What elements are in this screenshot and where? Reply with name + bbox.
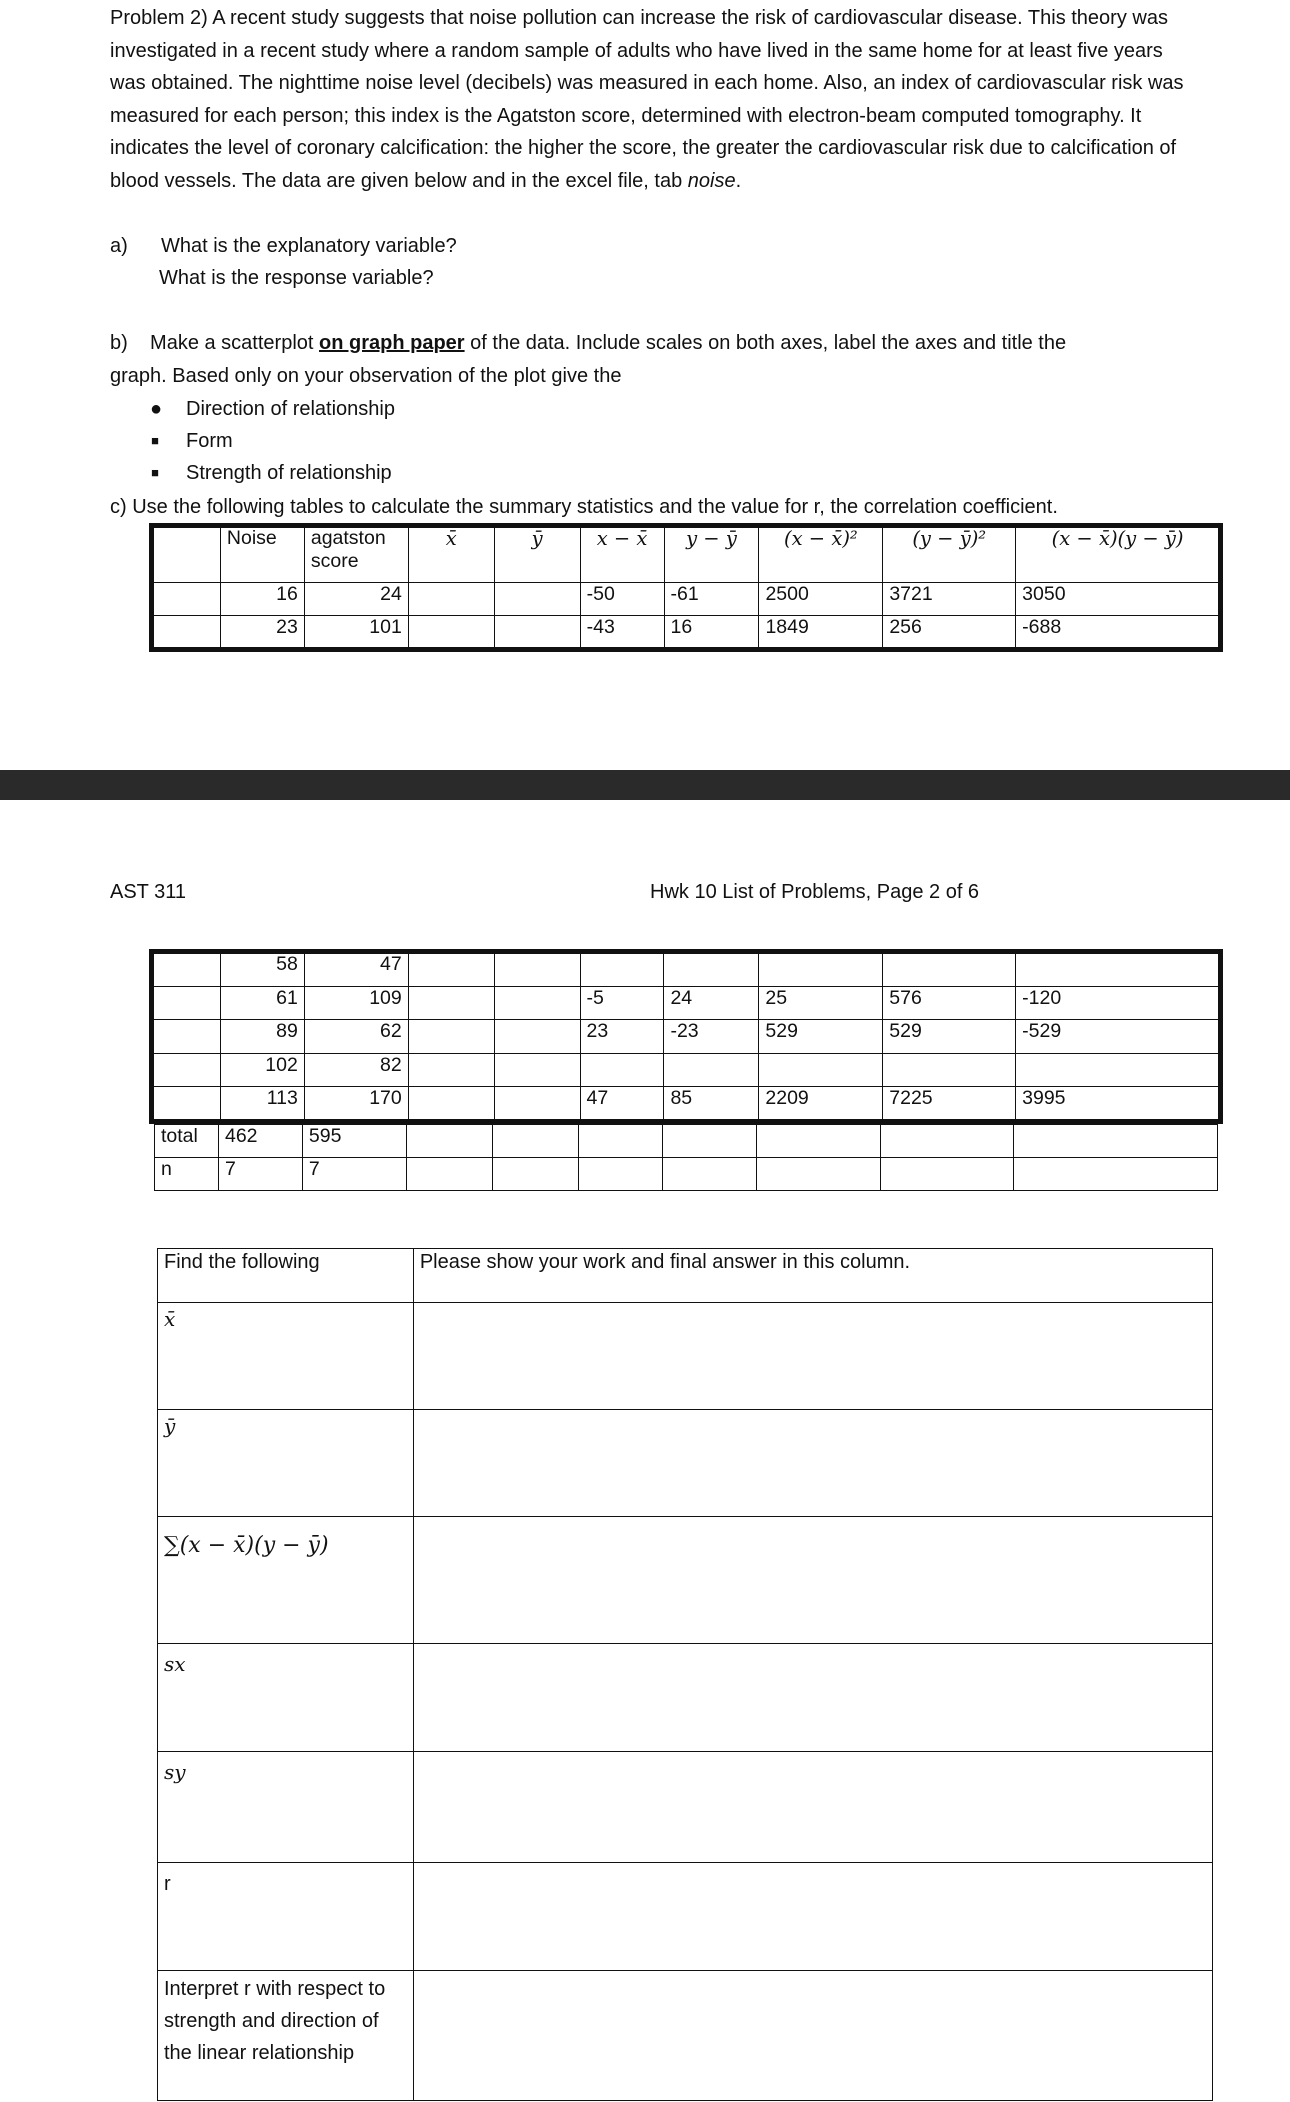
answer-area[interactable] (413, 1410, 1212, 1517)
table-cell (153, 986, 221, 1020)
answer-area[interactable] (413, 1971, 1212, 2101)
find-row-sy (158, 1752, 1213, 1863)
find-label-r: r (158, 1863, 414, 1971)
find-row-sum-cross (158, 1517, 1213, 1644)
table-cell: 170 (304, 1087, 408, 1121)
end-period: . (735, 169, 742, 192)
header-y-dev-squared: (y − ȳ)² (883, 527, 1016, 583)
find-row-ybar (158, 1410, 1213, 1517)
data-table-page1 (152, 526, 1220, 649)
table-cell (408, 1053, 494, 1087)
table-cell (580, 953, 664, 987)
table-cell: 3721 (883, 583, 1016, 616)
table-cell: 529 (883, 1020, 1016, 1054)
table-cell: -23 (664, 1020, 759, 1054)
table-cell: 2209 (759, 1087, 883, 1121)
table-cell (153, 1053, 221, 1087)
find-row-xbar (158, 1303, 1213, 1410)
header-xbar: x̄ (408, 527, 494, 583)
answer-area[interactable] (413, 1517, 1212, 1644)
table-cell: 529 (759, 1020, 883, 1054)
totals-table (154, 1124, 1218, 1191)
table-row (153, 583, 1220, 616)
table-row (153, 986, 1220, 1020)
table-cell: 85 (664, 1087, 759, 1121)
table-cell: 16 (220, 583, 304, 616)
total-label: total (155, 1125, 219, 1158)
table-cell: -43 (580, 616, 664, 649)
table-cell: -61 (664, 583, 759, 616)
answer-area[interactable] (413, 1303, 1212, 1410)
table-cell (494, 1053, 580, 1087)
table-cell (494, 1087, 580, 1121)
table-cell: 89 (220, 1020, 304, 1054)
table-cell: 25 (759, 986, 883, 1020)
find-header-row (158, 1249, 1213, 1303)
table-cell (759, 953, 883, 987)
page-title: Hwk 10 List of Problems, Page 2 of 6 (650, 881, 980, 903)
n-agatston: 7 (302, 1158, 406, 1191)
find-label-sy: sy (158, 1752, 414, 1863)
table-cell: 47 (304, 953, 408, 987)
table-cell (494, 1020, 580, 1054)
header-x-dev-squared: (x − x̄)² (759, 527, 883, 583)
table-cell: 1849 (759, 616, 883, 649)
table-cell: 23 (220, 616, 304, 649)
table-cell (153, 583, 221, 616)
table-cell: -688 (1016, 616, 1220, 649)
bullet-square-icon: ■ (151, 433, 159, 448)
problem-paragraph (110, 2, 1200, 197)
total-agatston: 595 (302, 1125, 406, 1158)
table-row (153, 953, 1220, 987)
table-cell (883, 1053, 1016, 1087)
part-b-line-2: graph. Based only on your observation of the plot give the (110, 365, 622, 387)
table-cell (153, 953, 221, 987)
table-row (153, 1053, 1220, 1087)
part-a-letter: a) (110, 235, 128, 257)
bullet-direction: Direction of relationship (186, 398, 395, 420)
table-header-row (153, 527, 1220, 583)
header-noise: Noise (220, 527, 304, 583)
header-cross-product: (x − x̄)(y − ȳ) (1016, 527, 1220, 583)
table-cell (759, 1053, 883, 1087)
table-cell: 113 (220, 1087, 304, 1121)
table-cell (408, 1020, 494, 1054)
part-a-question-1: What is the explanatory variable? (161, 235, 457, 257)
table-cell (153, 1087, 221, 1121)
find-label-sx: sx (158, 1644, 414, 1752)
part-b-letter: b) (110, 332, 128, 354)
table-cell: -5 (580, 986, 664, 1020)
table-cell (408, 583, 494, 616)
table-cell (1016, 1053, 1220, 1087)
find-table (157, 1248, 1213, 2101)
table-cell (1016, 953, 1220, 987)
table-cell (494, 583, 580, 616)
table-row (153, 1087, 1220, 1121)
find-header-right: Please show your work and final answer in this column. (413, 1249, 1212, 1303)
table-cell (153, 616, 221, 649)
table-cell (408, 953, 494, 987)
answer-area[interactable] (413, 1752, 1212, 1863)
table-cell: 2500 (759, 583, 883, 616)
table-cell (153, 1020, 221, 1054)
n-row (155, 1158, 1218, 1191)
part-b-text-post: of the data. Include scales on both axes, label the axes and title the (470, 332, 1067, 354)
table-cell: 61 (220, 986, 304, 1020)
find-row-sx (158, 1644, 1213, 1752)
part-c-text: c) Use the following tables to calculate the summary statistics and the value for r, the correlation coefficient. (110, 496, 1058, 518)
tab-name: noise (687, 169, 736, 192)
table-cell (883, 953, 1016, 987)
find-row-r (158, 1863, 1213, 1971)
table-cell: 23 (580, 1020, 664, 1054)
page-break-bar (0, 770, 1290, 800)
table-cell: 3995 (1016, 1087, 1220, 1121)
table-cell: -529 (1016, 1020, 1220, 1054)
table-cell (408, 616, 494, 649)
table-cell: -50 (580, 583, 664, 616)
course-code: AST 311 (110, 881, 186, 903)
total-noise: 462 (218, 1125, 302, 1158)
table-cell: -120 (1016, 986, 1220, 1020)
table-cell (580, 1053, 664, 1087)
bullet-square-icon: ■ (151, 465, 159, 480)
part-b-line-1 (110, 327, 1210, 360)
find-row-interpret (158, 1971, 1213, 2101)
bullet-strength: Strength of relationship (186, 462, 392, 484)
bullet-dot-icon: ● (150, 398, 163, 420)
header-cell (153, 527, 221, 583)
graph-paper-emphasis: on graph paper (319, 332, 465, 354)
problem-text: Problem 2) A recent study suggests that noise pollution can increase the risk of cardiovascular disease. This theory was investigated in a recent study where a random sample of adults who have lived in the same home for at least five years was obtained. The nighttime noise level (decibels) was measured in each home. Also, an index of cardiovascular risk was measured for each person; this index is the Agatston score, determined with electron-beam computed tomography. It indicates the level of coronary calcification: the higher the score, the greater the cardiovascular risk due to calcification of blood vessels. The data are given below and in the excel file, tab (110, 7, 1184, 192)
table-cell (494, 616, 580, 649)
header-agatston: agatston score (304, 527, 408, 583)
find-header-left: Find the following (158, 1249, 414, 1303)
header-y-minus-ybar: y − ȳ (664, 527, 759, 583)
table-cell: 256 (883, 616, 1016, 649)
find-label-ybar: ȳ (158, 1410, 414, 1517)
table-cell: 576 (883, 986, 1016, 1020)
table-cell (494, 986, 580, 1020)
table-cell (664, 953, 759, 987)
table-cell: 47 (580, 1087, 664, 1121)
table-cell: 58 (220, 953, 304, 987)
table-cell: 24 (664, 986, 759, 1020)
answer-area[interactable] (413, 1863, 1212, 1971)
find-label-sum-cross: ∑(x − x̄)(y − ȳ) (158, 1517, 414, 1644)
bullet-form: Form (186, 430, 233, 452)
find-label-interpret: Interpret r with respect to strength and direction of the linear relationship (158, 1971, 414, 2101)
find-label-xbar: x̄ (158, 1303, 414, 1410)
header-ybar: ȳ (494, 527, 580, 583)
table-cell (664, 1053, 759, 1087)
table-cell: 102 (220, 1053, 304, 1087)
table-cell (494, 953, 580, 987)
table-row (153, 616, 1220, 649)
answer-area[interactable] (413, 1644, 1212, 1752)
part-a-question-2: What is the response variable? (159, 267, 434, 289)
header-x-minus-xbar: x − x̄ (580, 527, 664, 583)
table-row (153, 1020, 1220, 1054)
part-b-text-pre: Make a scatterplot (150, 332, 314, 354)
table-cell: 7225 (883, 1087, 1016, 1121)
table-cell: 82 (304, 1053, 408, 1087)
table-cell: 62 (304, 1020, 408, 1054)
table-cell: 16 (664, 616, 759, 649)
table-cell (408, 1087, 494, 1121)
data-table-page2 (152, 952, 1220, 1121)
table-cell: 101 (304, 616, 408, 649)
table-cell: 109 (304, 986, 408, 1020)
table-cell: 3050 (1016, 583, 1220, 616)
n-label: n (155, 1158, 219, 1191)
table-cell (408, 986, 494, 1020)
total-row (155, 1125, 1218, 1158)
n-noise: 7 (218, 1158, 302, 1191)
table-cell: 24 (304, 583, 408, 616)
